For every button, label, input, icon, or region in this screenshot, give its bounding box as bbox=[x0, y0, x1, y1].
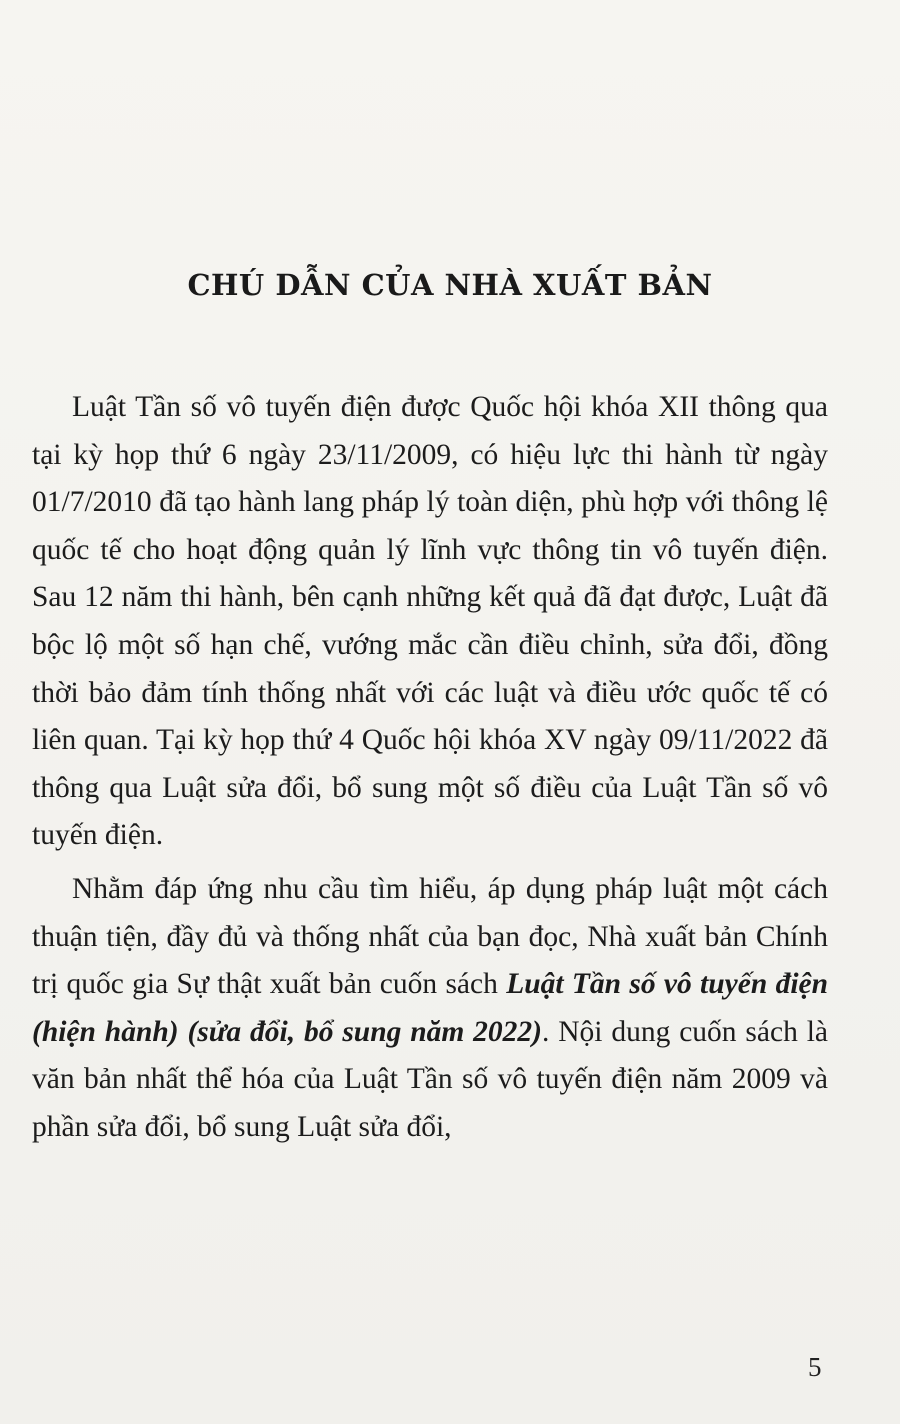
page-number: 5 bbox=[808, 1352, 822, 1382]
paragraph-1: Luật Tần số vô tuyến điện được Quốc hội khóa XII thông qua tại kỳ họp thứ 6 ngày 23/11/2009, có hiệu lực thi hành từ ngày 01/7/2010 đã tạo hành lang pháp lý toàn diện, phù hợp với thông lệ quốc tế cho hoạt động quản lý lĩnh vực thông tin vô tuyến điện. Sau 12 năm thi hành, bên cạnh những kết quả đã đạt được, Luật đã bộc lộ một số hạn chế, vướng mắc cần điều chỉnh, sửa đổi, đồng thời bảo đảm tính thống nhất với các luật và điều ước quốc tế có liên quan. Tại kỳ họp thứ 4 Quốc hội khóa XV ngày 09/11/2022 đã thông qua Luật sửa đổi, bổ sung một số điều của Luật Tần số vô tuyến điện. bbox=[32, 391, 828, 852]
paragraph-2 bbox=[32, 866, 828, 1152]
body-text bbox=[32, 384, 828, 1152]
paragraph-2-end: . Nội dung cuốn sách là văn bản nhất thể hóa của Luật Tần số vô tuyến điện năm 2009 và phần sửa đổi, bổ sung Luật sửa đổi, bbox=[32, 1015, 828, 1143]
paragraph-2-start: Nhằm đáp ứng nhu cầu tìm hiểu, áp dụng pháp luật một cách thuận tiện, đầy đủ và thống nhất của bạn đọc, Nhà xuất bản Chính trị quốc gia Sự thật xuất bản cuốn sách bbox=[32, 872, 828, 1001]
page-title: CHÚ DẪN CỦA NHÀ XUẤT BẢN bbox=[187, 268, 713, 302]
book-title: Luật Tần số vô tuyến điện (hiện hành) (sửa đổi, bổ sung năm 2022) bbox=[32, 968, 829, 1048]
